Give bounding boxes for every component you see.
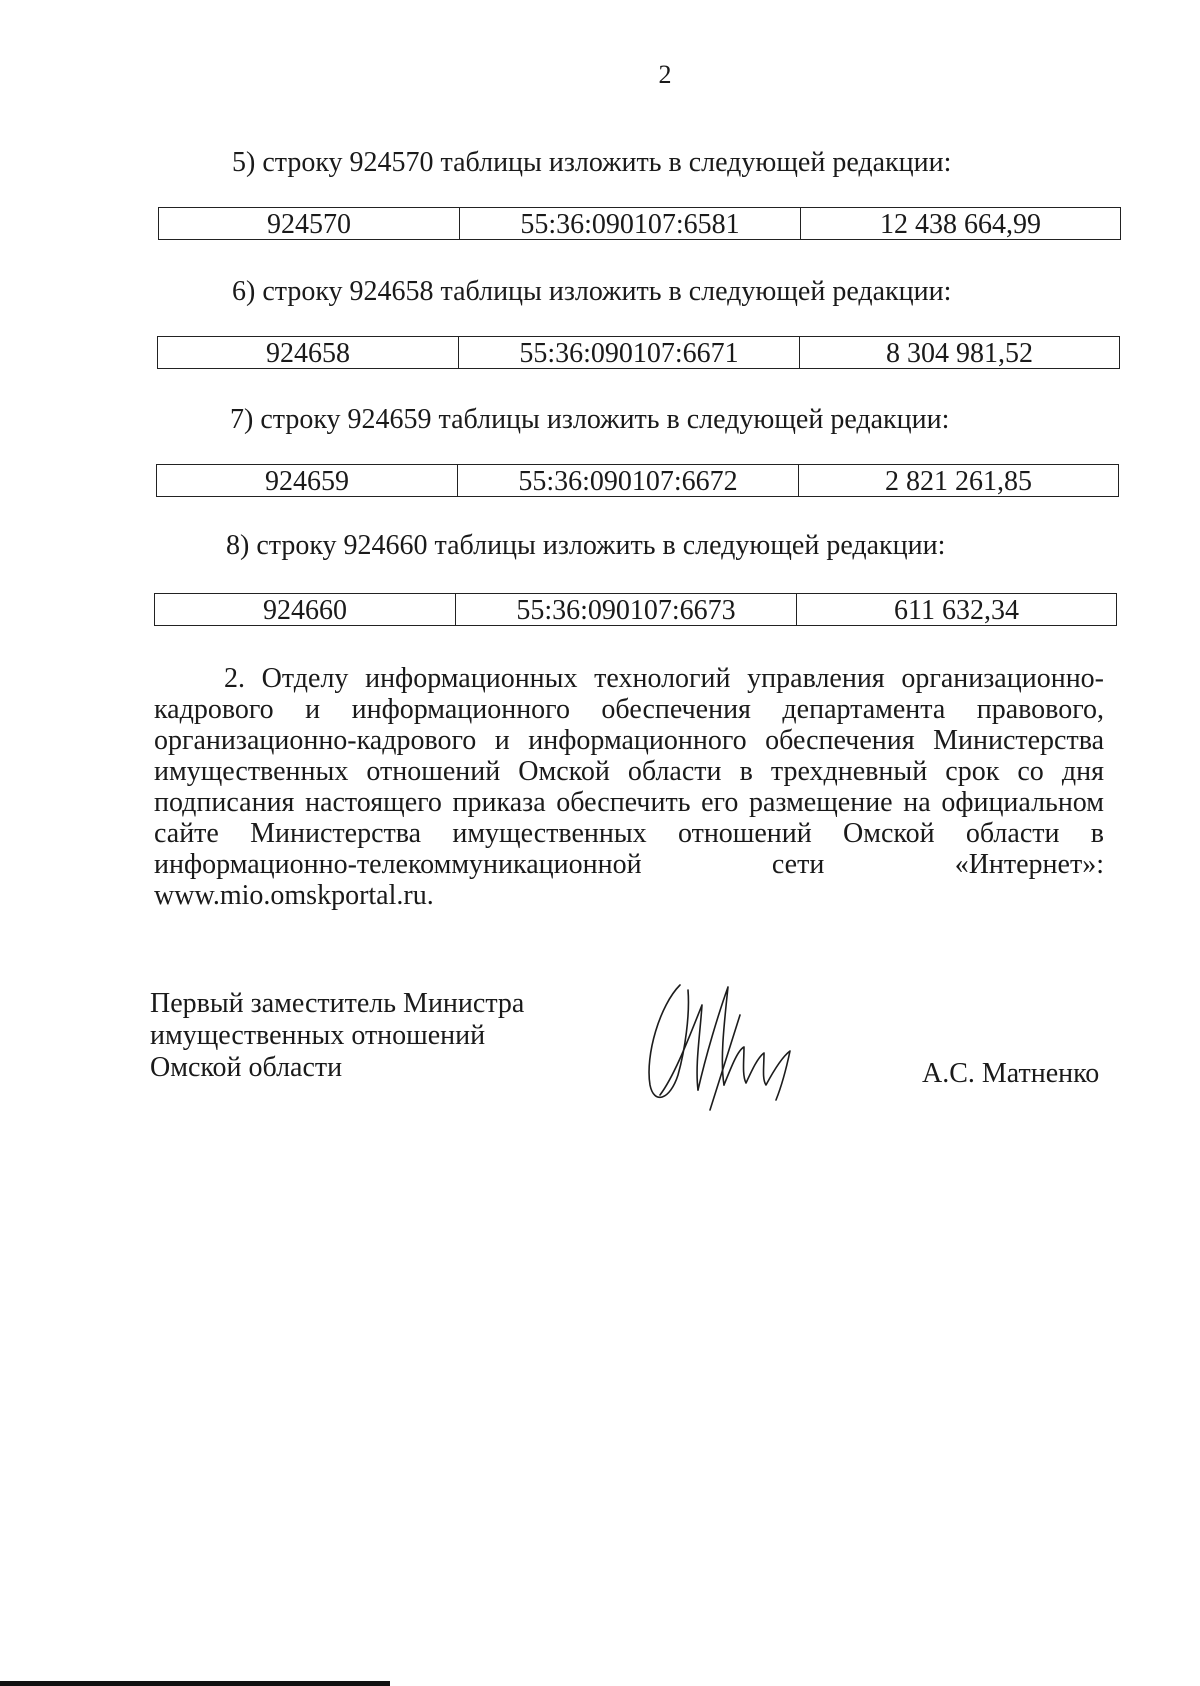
table-cell-cadastral-number: 55:36:090107:6673 [455,594,796,625]
signatory-position [150,988,524,1084]
table-cell-code: 924570 [267,208,351,240]
signatory-position-line: имущественных отношений [150,1020,486,1051]
signatory-position-line: Первый заместитель Министра [150,988,525,1019]
handwritten-signature [640,975,820,1125]
section-6-intro: 6) строку 924658 таблицы изложить в следующей редакции: [232,276,952,307]
page-number: 2 [658,60,672,89]
table-cell-cadastral-number: 55:36:090107:6671 [458,337,799,368]
table-cell-value: 2 821 261,85 [798,465,1118,496]
signatory-position-line: Омской области [150,1052,343,1083]
table-row-924659 [156,464,1119,497]
table-cell-value: 611 632,34 [796,594,1116,625]
table-cell-code: 924658 [266,337,350,369]
table-cell-cadastral-number: 55:36:090107:6581 [459,208,800,239]
paragraph-2: 2. Отделу информационных технологий управления организационно-кадрового и информационного обеспечения департамента правового, организационно-кадрового и информационного обеспечения Министерства имущественных отношений Омской области в трехдневный срок со дня подписания настоящего приказа обеспечить его размещение на официальном сайте Министерства имущественных отношений Омской области в информационно-телекоммуникационной сети «Интернет»: www.mio.omskportal.ru. [154,663,1104,911]
section-7-intro: 7) строку 924659 таблицы изложить в следующей редакции: [230,404,950,435]
section-5-intro: 5) строку 924570 таблицы изложить в следующей редакции: [232,147,952,178]
scan-edge-bar [0,1681,390,1686]
table-row-924658 [157,336,1120,369]
table-cell-value: 12 438 664,99 [800,208,1120,239]
signatory-name: А.С. Матненко [922,1058,1100,1089]
table-row-924570 [158,207,1121,240]
section-8-intro: 8) строку 924660 таблицы изложить в следующей редакции: [226,530,946,561]
table-row-924660 [154,593,1117,626]
table-cell-cadastral-number: 55:36:090107:6672 [457,465,798,496]
table-cell-value: 8 304 981,52 [799,337,1119,368]
table-cell-code: 924659 [265,465,349,497]
table-cell-code: 924660 [263,594,347,626]
